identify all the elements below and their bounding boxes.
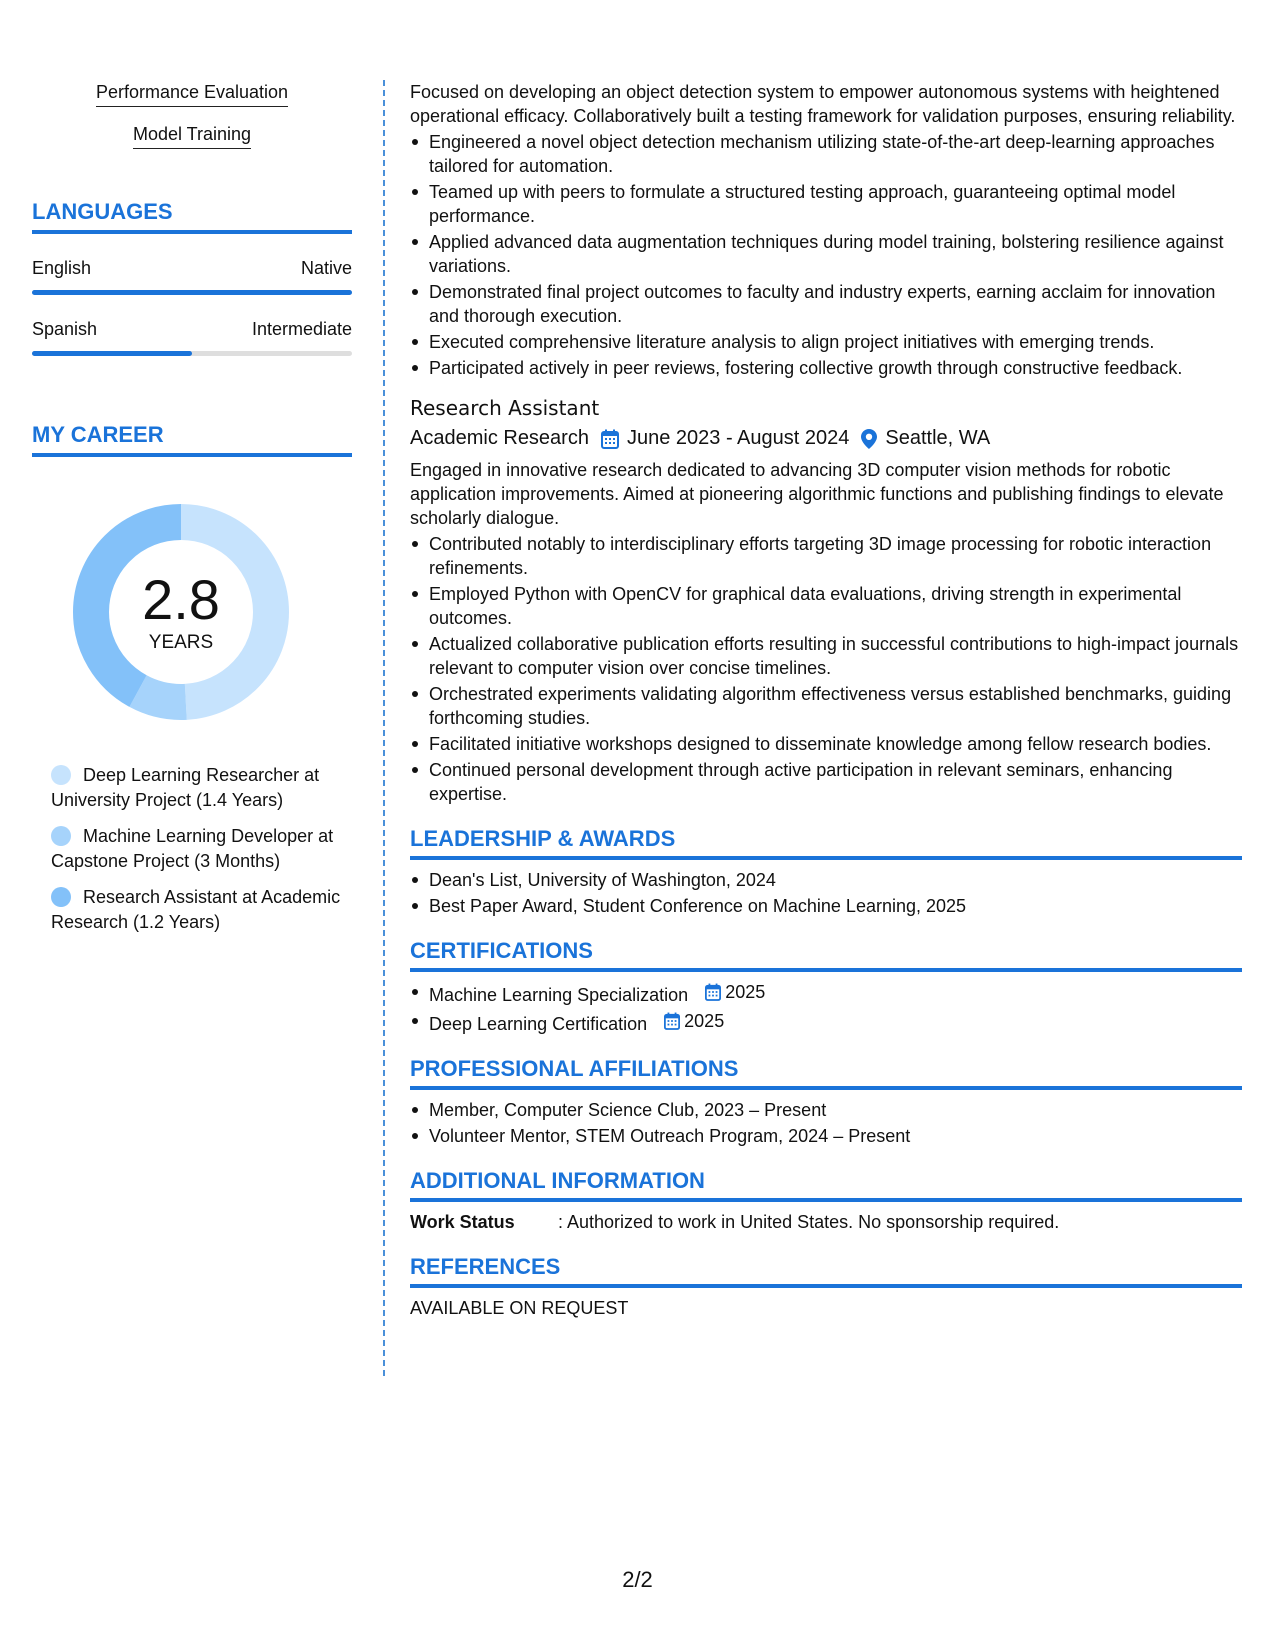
bullet-item: Actualized collaborative publication efforts resulting in successful contributions to high-impact journals relevant to computer vision over concise timelines.: [410, 632, 1242, 680]
certification-year: 2025: [684, 1011, 725, 1031]
bullet-item: Contributed notably to interdisciplinary efforts targeting 3D image processing for robotic interaction refinements.: [410, 532, 1242, 580]
bullet-item: Orchestrated experiments validating algorithm effectiveness versus established benchmarks, guiding forthcoming studies.: [410, 682, 1242, 730]
bullet-item: Volunteer Mentor, STEM Outreach Program, 2024 – Present: [410, 1124, 1242, 1148]
certifications-list: [410, 980, 1242, 1036]
work-status-label: Work Status: [410, 1212, 515, 1232]
bullet-item: Applied advanced data augmentation techniques during model training, bolstering resilience against variations.: [410, 230, 1242, 278]
certifications-heading: CERTIFICATIONS: [410, 938, 1242, 972]
leadership-list: [410, 868, 1242, 918]
language-bar: [32, 351, 352, 356]
column-divider: [383, 80, 385, 1376]
bullet-item: Teamed up with peers to formulate a structured testing approach, guaranteeing optimal model performance.: [410, 180, 1242, 228]
certification-name: Machine Learning Specialization: [429, 985, 689, 1005]
additional-info-heading: ADDITIONAL INFORMATION: [410, 1168, 1242, 1202]
language-bar-fill: [32, 351, 192, 356]
language-bar: [32, 290, 352, 295]
legend-dot: [51, 826, 71, 846]
certification-name: Deep Learning Certification: [429, 1014, 648, 1034]
bullet-item: Participated actively in peer reviews, fostering collective growth through constructive feedback.: [410, 356, 1242, 380]
job-title: Research Assistant: [410, 396, 600, 420]
legend-label: Deep Learning Researcher at University Project (1.4 Years): [51, 765, 320, 810]
language-item: [32, 258, 352, 295]
job-bullets: [410, 532, 1242, 806]
sidebar: [32, 82, 352, 946]
job-dates: June 2023 - August 2024: [626, 427, 850, 449]
bullet-item: Continued personal development through active participation in relevant seminars, enhancing expertise.: [410, 758, 1242, 806]
leadership-heading: LEADERSHIP & AWARDS: [410, 826, 1242, 860]
legend-dot: [51, 765, 71, 785]
page-number: 2/2: [622, 1567, 653, 1592]
legend-label: Machine Learning Developer at Capstone Project (3 Months): [51, 826, 334, 871]
references-text: AVAILABLE ON REQUEST: [410, 1298, 629, 1318]
main-content: [410, 80, 1242, 1319]
bullet-item: Demonstrated final project outcomes to faculty and industry experts, earning acclaim for innovation and thorough execution.: [410, 280, 1242, 328]
work-status-value: : Authorized to work in United States. No sponsorship required.: [558, 1212, 1060, 1232]
bullet-item: Engineered a novel object detection mechanism utilizing state-of-the-art deep-learning approaches tailored for automation.: [410, 130, 1242, 178]
languages-heading: LANGUAGES: [32, 199, 352, 234]
affiliations-list: [410, 1098, 1242, 1148]
job-location: Seattle, WA: [885, 427, 991, 449]
job-summary: Engaged in innovative research dedicated to advancing 3D computer vision methods for robotic application improvements. Aimed at pioneering algorithmic functions and publishing findings to elevate scholarly dialogue.: [410, 460, 1224, 528]
legend-label: Research Assistant at Academic Research (1.2 Years): [51, 887, 341, 932]
work-status-row: [410, 1210, 1242, 1234]
bullet-item: Facilitated initiative workshops designed to disseminate knowledge among fellow research bodies.: [410, 732, 1242, 756]
language-item: [32, 319, 352, 356]
calendar-icon: [601, 429, 619, 449]
certification-item: [410, 980, 1242, 1007]
skill-tag: Model Training: [133, 124, 251, 149]
career-total: 2.8: [142, 568, 220, 631]
certification-year: 2025: [725, 982, 766, 1002]
bullet-item: Best Paper Award, Student Conference on Machine Learning, 2025: [410, 894, 1242, 918]
job-company: Academic Research: [410, 427, 589, 449]
career-heading: MY CAREER: [32, 422, 352, 457]
language-name: English: [32, 258, 92, 278]
job-meta: [410, 427, 1242, 450]
language-level: Intermediate: [251, 319, 352, 339]
career-donut-chart: [66, 497, 296, 727]
career-legend: [32, 763, 352, 935]
references-heading: REFERENCES: [410, 1254, 1242, 1288]
bullet-item: Member, Computer Science Club, 2023 – Present: [410, 1098, 1242, 1122]
career-unit: YEARS: [148, 632, 214, 653]
bullet-item: Dean's List, University of Washington, 2024: [410, 868, 1242, 892]
legend-item: [51, 885, 352, 935]
bullet-item: Executed comprehensive literature analysis to align project initiatives with emerging trends.: [410, 330, 1242, 354]
certification-item: [410, 1009, 1242, 1036]
language-name: Spanish: [32, 319, 98, 339]
bullet-item: Employed Python with OpenCV for graphical data evaluations, driving strength in experimental outcomes.: [410, 582, 1242, 630]
skill-tag: Performance Evaluation: [96, 82, 288, 107]
legend-item: [51, 824, 352, 874]
calendar-icon: [664, 1012, 680, 1030]
legend-item: [51, 763, 352, 813]
map-pin-icon: [861, 429, 877, 449]
project-bullets: [410, 130, 1242, 380]
language-bar-fill: [32, 290, 352, 295]
affiliations-heading: PROFESSIONAL AFFILIATIONS: [410, 1056, 1242, 1090]
legend-dot: [51, 887, 71, 907]
calendar-icon: [705, 983, 721, 1001]
project-summary: Focused on developing an object detection system to empower autonomous systems with heightened operational efficacy. Collaboratively built a testing framework for validation purposes, ensuring reliability.: [410, 82, 1236, 126]
language-level: Native: [300, 258, 352, 278]
